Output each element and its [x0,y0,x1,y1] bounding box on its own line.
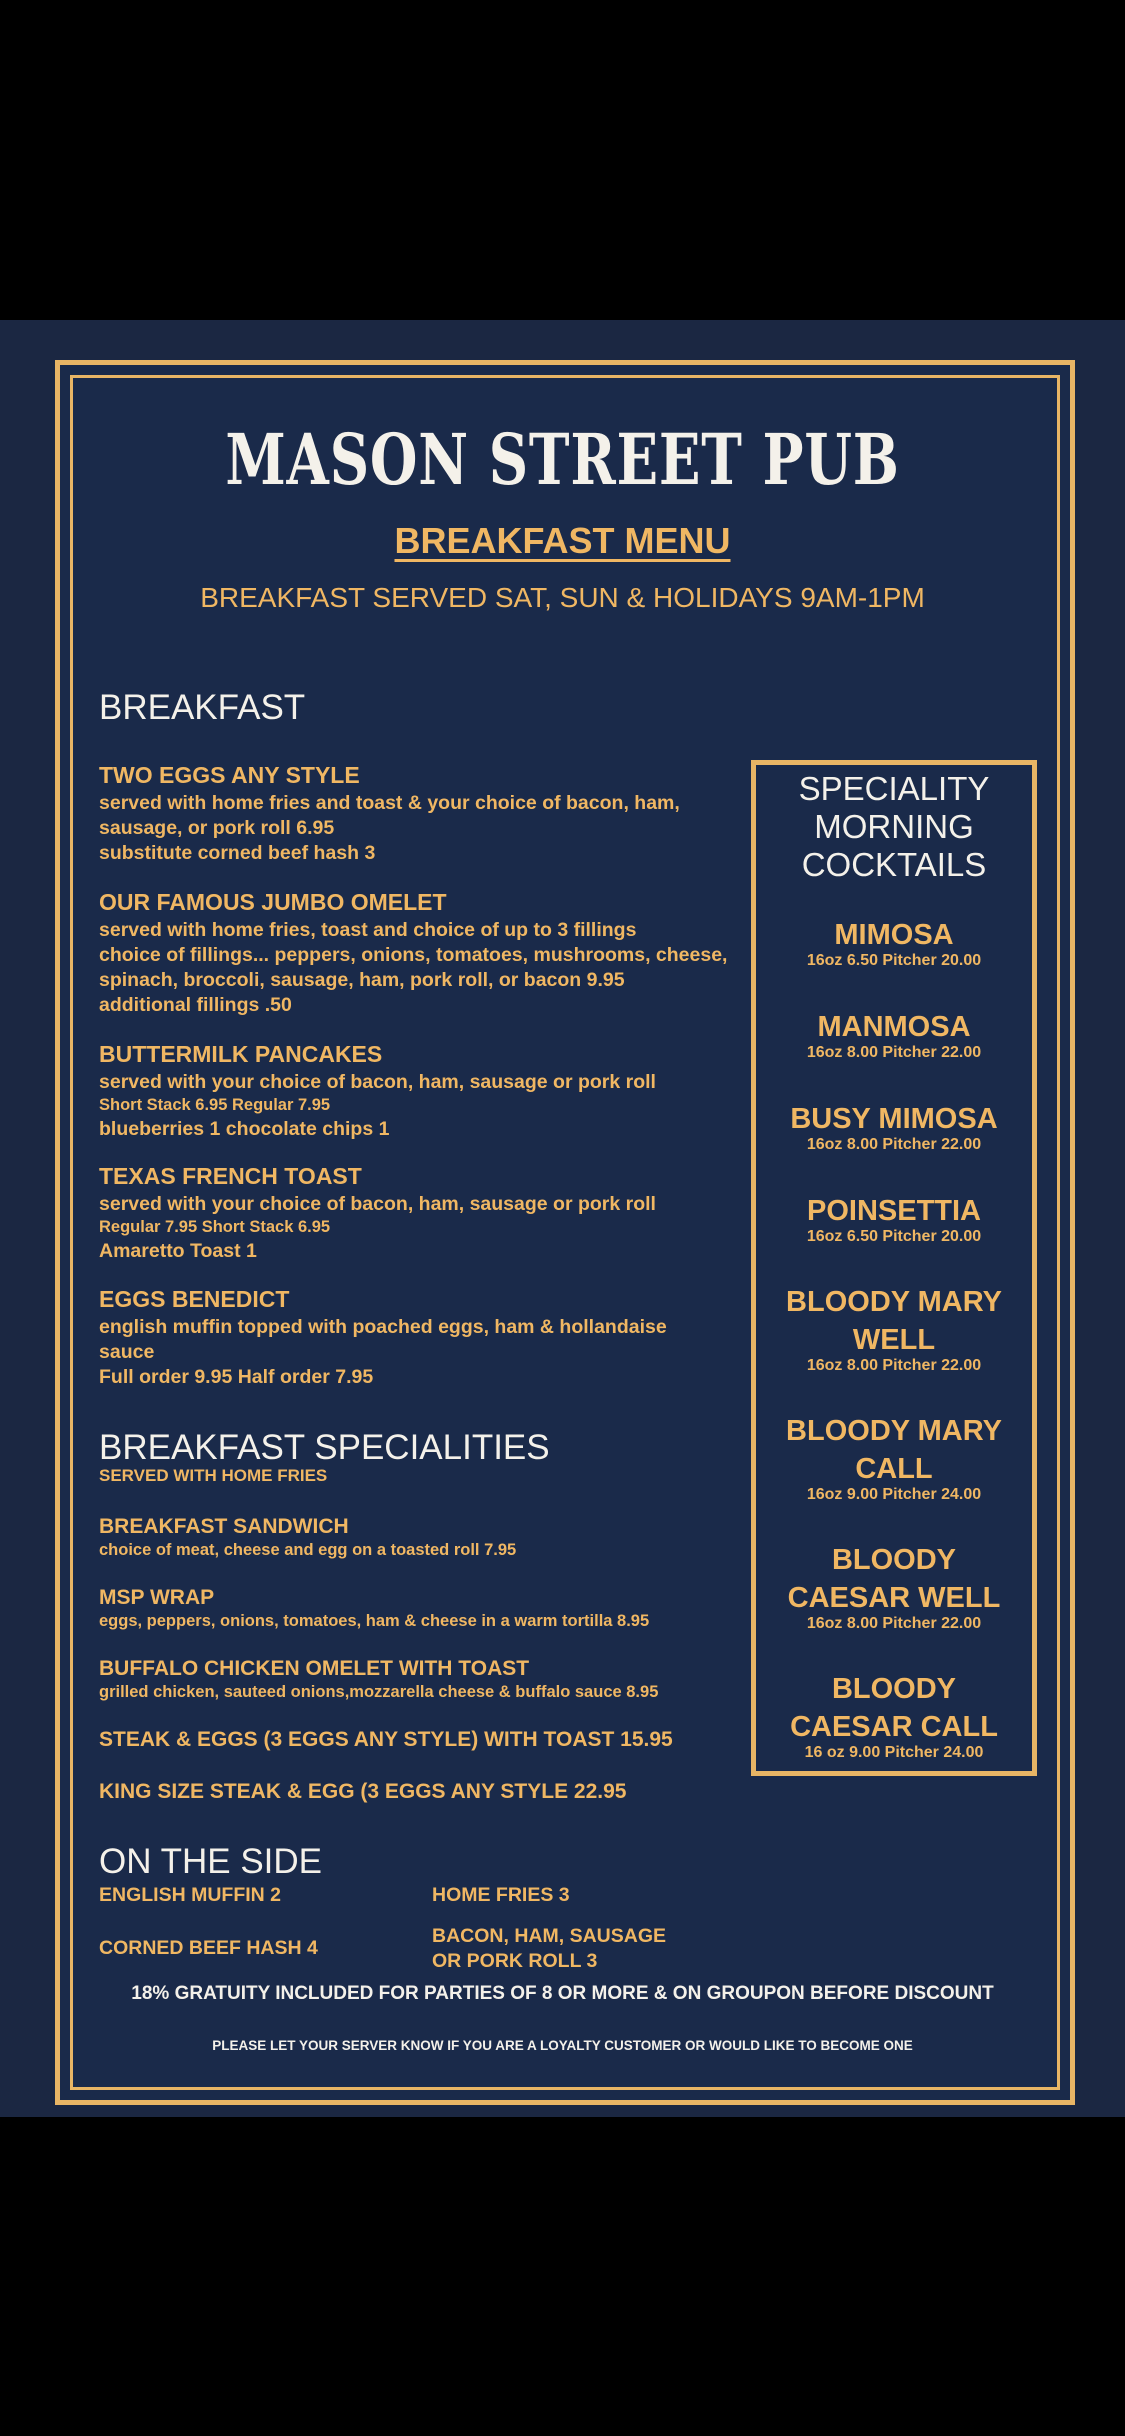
item-line: english muffin topped with poached eggs, ham & hollandaise [99,1316,667,1338]
gratuity-note: 18% GRATUITY INCLUDED FOR PARTIES OF 8 OR MORE & ON GROUPON BEFORE DISCOUNT [131,1983,994,2004]
item-line: sausage, or pork roll 6.95 [99,817,335,839]
loyalty-note: PLEASE LET YOUR SERVER KNOW IF YOU ARE A LOYALTY CUSTOMER OR WOULD LIKE TO BECOME ONE [212,2038,913,2053]
item-steak-eggs: STEAK & EGGS (3 EGGS ANY STYLE) WITH TOAST 15.95 [99,1728,673,1751]
item-line: Full order 9.95 Half order 7.95 [99,1366,374,1388]
cocktails-heading: SPECIALITY [798,770,990,807]
item-line: Regular 7.95 Short Stack 6.95 [99,1218,331,1236]
item-desc: choice of meat, cheese and egg on a toasted roll 7.95 [99,1541,517,1559]
item-eggs-benedict: EGGS BENEDICT [99,1286,290,1312]
cocktail-name: CAESAR WELL [787,1582,1001,1614]
section-breakfast: BREAKFAST [99,688,306,727]
section-on-the-side: ON THE SIDE [99,1842,323,1881]
cocktail-name: MANMOSA [817,1011,971,1043]
item-jumbo-omelet: OUR FAMOUS JUMBO OMELET [99,889,447,915]
item-line: served with your choice of bacon, ham, sausage or pork roll [99,1193,656,1215]
cocktails-heading: COCKTAILS [801,846,987,883]
side-item: OR PORK ROLL 3 [432,1950,598,1972]
item-msp-wrap: MSP WRAP [99,1586,215,1609]
side-item: BACON, HAM, SAUSAGE [432,1925,667,1947]
item-line: Amaretto Toast 1 [99,1240,257,1262]
item-desc: grilled chicken, sauteed onions,mozzarella cheese & buffalo sauce 8.95 [99,1683,659,1701]
cocktail-name: BLOODY [831,1673,957,1705]
item-line: blueberries 1 chocolate chips 1 [99,1118,390,1140]
cocktail-price: 16oz 8.00 Pitcher 22.00 [806,1136,982,1153]
cocktail-price: 16 oz 9.00 Pitcher 24.00 [804,1744,984,1761]
cocktail-name: BLOODY [831,1544,957,1576]
item-french-toast: TEXAS FRENCH TOAST [99,1163,362,1189]
item-buffalo-omelet: BUFFALO CHICKEN OMELET WITH TOAST [99,1657,530,1680]
item-desc: eggs, peppers, onions, tomatoes, ham & cheese in a warm tortilla 8.95 [99,1612,650,1630]
cocktail-price: 16oz 6.50 Pitcher 20.00 [806,1228,982,1245]
item-line: served with home fries and toast & your choice of bacon, ham, [99,792,680,814]
item-line: served with home fries, toast and choice of up to 3 fillings [99,919,637,941]
side-item: ENGLISH MUFFIN 2 [99,1884,282,1906]
cocktail-name: BLOODY MARY [786,1286,1002,1318]
cocktail-name: BUSY MIMOSA [790,1103,998,1135]
item-line: choice of fillings... peppers, onions, tomatoes, mushrooms, cheese, [99,944,728,966]
item-line: served with your choice of bacon, ham, sausage or pork roll [99,1071,656,1093]
menu-subtitle: BREAKFAST MENU [394,520,731,561]
cocktail-name: CALL [855,1453,933,1485]
serving-hours: BREAKFAST SERVED SAT, SUN & HOLIDAYS 9AM-1PM [200,582,925,613]
item-line: additional fillings .50 [99,994,292,1016]
cocktail-name: MIMOSA [834,919,954,951]
item-line: substitute corned beef hash 3 [99,842,376,864]
cocktail-price: 16oz 8.00 Pitcher 22.00 [806,1615,982,1632]
pub-title: MASON STREET PUB [225,418,900,501]
item-king-steak: KING SIZE STEAK & EGG (3 EGGS ANY STYLE 22.95 [99,1780,627,1803]
cocktail-name: WELL [852,1324,936,1356]
item-line: sauce [99,1341,155,1363]
side-item: CORNED BEEF HASH 4 [99,1937,318,1959]
item-line: spinach, broccoli, sausage, ham, pork roll, or bacon 9.95 [99,969,625,991]
side-item: HOME FRIES 3 [432,1884,570,1906]
specialities-note: SERVED WITH HOME FRIES [99,1466,328,1485]
cocktail-price: 16oz 9.00 Pitcher 24.00 [806,1486,982,1503]
item-two-eggs: TWO EGGS ANY STYLE [99,762,360,788]
item-pancakes: BUTTERMILK PANCAKES [99,1041,383,1067]
section-specialities: BREAKFAST SPECIALITIES [99,1428,550,1467]
cocktail-name: POINSETTIA [806,1195,981,1227]
item-breakfast-sandwich: BREAKFAST SANDWICH [99,1515,349,1538]
cocktail-price: 16oz 6.50 Pitcher 20.00 [806,952,982,969]
cocktail-price: 16oz 8.00 Pitcher 22.00 [806,1357,982,1374]
cocktail-name: CAESAR CALL [790,1711,998,1743]
item-line: Short Stack 6.95 Regular 7.95 [99,1096,331,1114]
cocktail-price: 16oz 8.00 Pitcher 22.00 [806,1044,982,1061]
cocktails-heading: MORNING [814,808,974,845]
cocktail-name: BLOODY MARY [786,1415,1002,1447]
